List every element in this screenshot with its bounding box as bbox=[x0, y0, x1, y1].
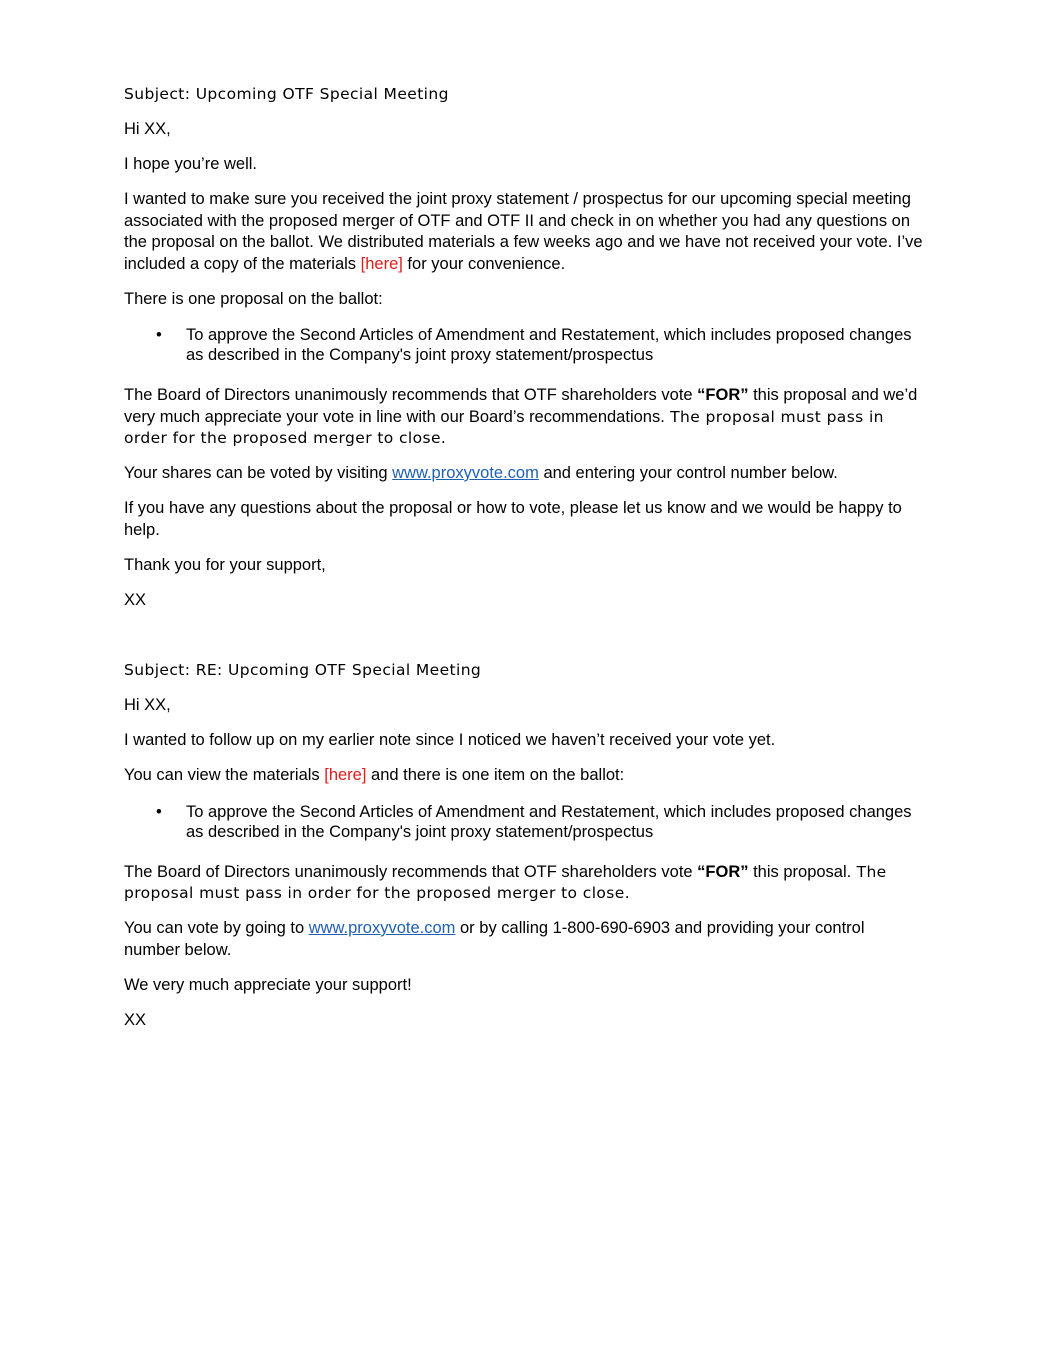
email-1-ballot-intro: There is one proposal on the ballot: bbox=[124, 289, 383, 308]
email-2-proxyvote-link[interactable]: www.proxyvote.com bbox=[308, 919, 456, 937]
email-2-greeting: Hi XX, bbox=[124, 696, 171, 714]
email-1-intro-text: I wanted to make sure you received the joint proxy statement / prospectus for our upcoming special meeting associated with the proposed merger of OTF and OTF II and check in on whether you had any questions on the proposal on the ballot. We distributed materials a few weeks ago and we have not received your vote. I’ve included a copy of the materials bbox=[124, 190, 923, 273]
email-2-materials-text: You can view the materials bbox=[124, 766, 325, 784]
email-1-questions: If you have any questions about the proposal or how to vote, please let us know and we would be happy to help. bbox=[124, 499, 902, 539]
email-2 bbox=[124, 660, 924, 1031]
email-1-proposal-list bbox=[124, 325, 924, 365]
email-2-signature: XX bbox=[124, 1010, 147, 1029]
email-1-materials-link[interactable]: [here] bbox=[360, 254, 403, 273]
bullet-dot-icon: • bbox=[156, 326, 162, 344]
bullet-dot-icon: • bbox=[156, 802, 162, 821]
email-1-vote-text: Your shares can be voted by visiting bbox=[124, 464, 393, 482]
email-1-closing: Thank you for your support, bbox=[124, 555, 326, 574]
email-1-proposal-text: To approve the Second Articles of Amendment and Restatement, which includes proposed changes as described in the Company's joint proxy statement/prospectus bbox=[186, 326, 912, 364]
email-2-board-after: this proposal. bbox=[748, 862, 852, 881]
email-1 bbox=[124, 84, 924, 611]
email-2-materials-link[interactable]: [here] bbox=[324, 766, 367, 784]
email-2-followup: I wanted to follow up on my earlier note since I noticed we haven’t received your vote yet. bbox=[124, 731, 776, 749]
email-2-for-emphasis: “FOR” bbox=[697, 862, 749, 881]
document-body bbox=[124, 84, 924, 1031]
email-2-board-text: The Board of Directors unanimously recommends that OTF shareholders vote bbox=[124, 862, 698, 881]
email-2-merger-condition: The proposal must pass in order for the proposed merger to close. bbox=[124, 862, 887, 902]
email-1-for-emphasis: “FOR” bbox=[697, 386, 749, 404]
email-1-board-recommendation bbox=[124, 385, 924, 450]
email-2-subject: Subject: RE: Upcoming OTF Special Meeting bbox=[124, 661, 482, 679]
email-1-merger-condition: The proposal must pass in order for the proposed merger to close. bbox=[124, 407, 884, 447]
email-1-intro-paragraph bbox=[124, 189, 924, 275]
email-1-vote-instructions bbox=[124, 463, 924, 485]
email-1-vote-after: and entering your control number below. bbox=[538, 464, 838, 482]
email-2-appreciation: We very much appreciate your support! bbox=[124, 975, 412, 994]
email-1-proposal-item bbox=[124, 325, 924, 365]
email-1-board-text: The Board of Directors unanimously recommends that OTF shareholders vote bbox=[124, 386, 698, 404]
email-1-greeting: Hi XX, bbox=[124, 120, 171, 138]
email-2-board-recommendation bbox=[124, 862, 924, 905]
email-1-opener: I hope you’re well. bbox=[124, 155, 257, 173]
email-2-materials-paragraph bbox=[124, 765, 924, 787]
email-2-proposal-text: To approve the Second Articles of Amendment and Restatement, which includes proposed changes as described in the Company's joint proxy statement/prospectus bbox=[186, 802, 912, 841]
email-2-vote-instructions bbox=[124, 918, 924, 961]
email-1-intro-end: for your convenience. bbox=[402, 254, 566, 273]
email-2-proposal-item bbox=[124, 802, 924, 842]
email-1-subject: Subject: Upcoming OTF Special Meeting bbox=[124, 85, 449, 103]
email-1-board-after: this proposal and we’d very much appreciate your vote in line with our Board’s recommendations. bbox=[124, 386, 918, 426]
email-1-proxyvote-link[interactable]: www.proxyvote.com bbox=[392, 464, 539, 482]
email-2-materials-after: and there is one item on the ballot: bbox=[366, 766, 625, 784]
email-2-vote-after: or by calling 1-800-690-6903 and providing your control number below. bbox=[124, 919, 865, 959]
email-2-proposal-list bbox=[124, 802, 924, 842]
email-2-vote-text: You can vote by going to bbox=[124, 919, 309, 937]
email-1-signature: XX bbox=[124, 590, 147, 609]
